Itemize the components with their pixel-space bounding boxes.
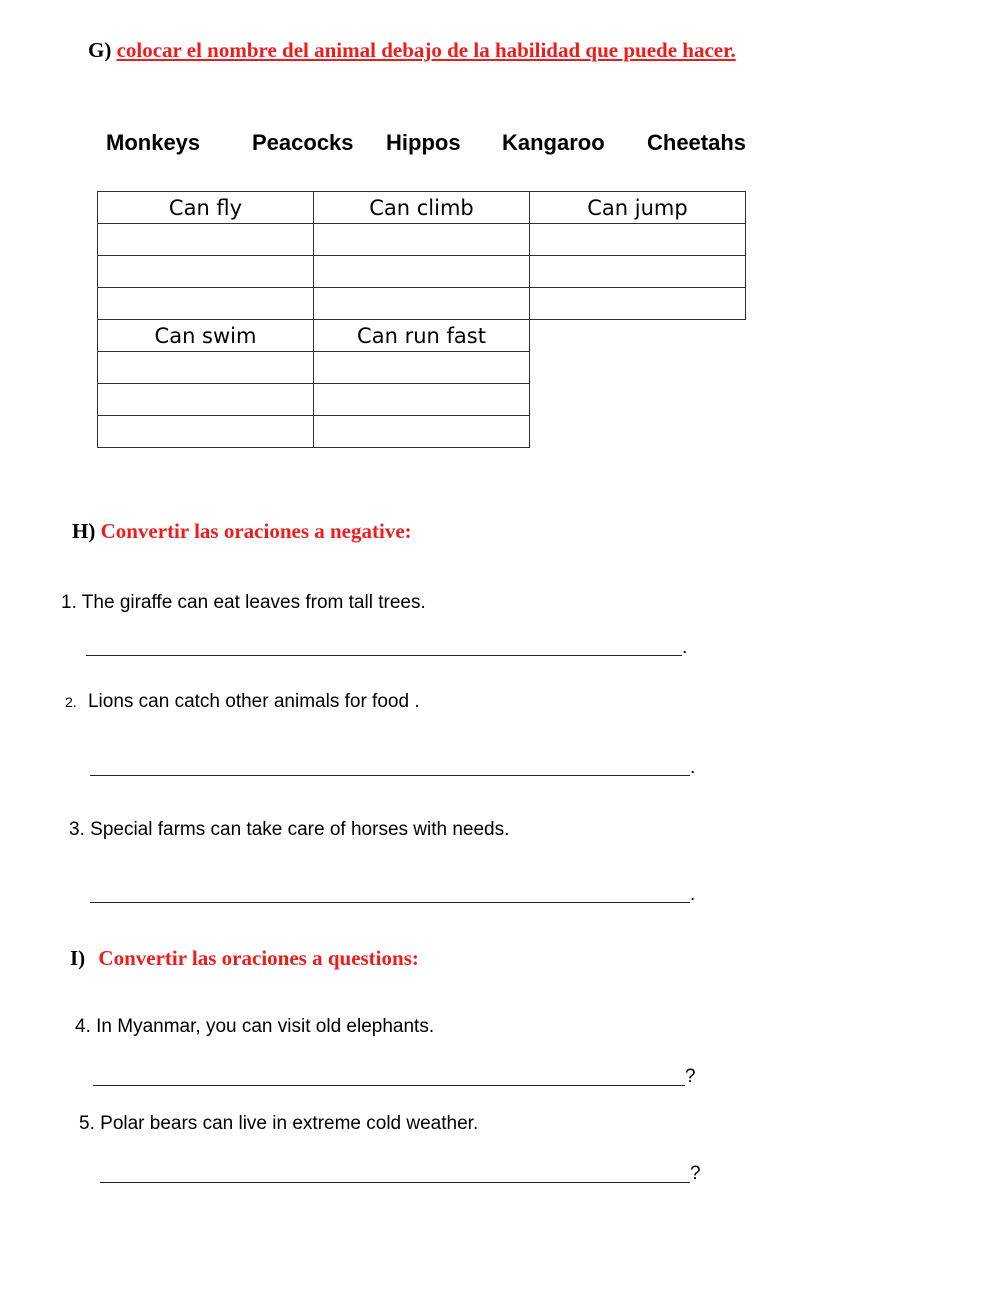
answer-3-end: . bbox=[690, 884, 696, 905]
answer-input[interactable] bbox=[533, 225, 742, 254]
question-3-text: Special farms can take care of horses with needs. bbox=[90, 819, 510, 840]
table-header-row-top bbox=[98, 192, 746, 224]
answer-input[interactable] bbox=[533, 289, 742, 318]
answer-input[interactable] bbox=[317, 385, 526, 414]
answer-cell-run-1[interactable] bbox=[314, 352, 530, 384]
header-can-fly: Can fly bbox=[98, 192, 314, 224]
answer-cell-climb-3[interactable] bbox=[314, 288, 530, 320]
table-row bbox=[98, 288, 746, 320]
answer-cell-run-2[interactable] bbox=[314, 384, 530, 416]
header-can-swim: Can swim bbox=[98, 320, 314, 352]
question-1 bbox=[61, 592, 426, 614]
answer-cell-jump-1[interactable] bbox=[530, 224, 746, 256]
question-2-number: 2. bbox=[65, 694, 77, 710]
section-i-label: I) bbox=[70, 946, 86, 970]
answer-cell-jump-3[interactable] bbox=[530, 288, 746, 320]
section-h-label: H) bbox=[72, 519, 96, 543]
answer-input[interactable] bbox=[317, 257, 526, 286]
question-4-number: 4. bbox=[75, 1016, 91, 1037]
section-h-heading bbox=[72, 519, 412, 544]
word-bank-item-monkeys[interactable]: Monkeys bbox=[106, 130, 201, 155]
question-4 bbox=[75, 1016, 434, 1038]
empty-cell bbox=[530, 320, 746, 352]
answer-4-end: ? bbox=[685, 1066, 696, 1087]
answer-input-4[interactable] bbox=[95, 1060, 685, 1088]
table-row bbox=[98, 416, 746, 448]
header-can-run-fast: Can run fast bbox=[314, 320, 530, 352]
answer-5-end: ? bbox=[690, 1163, 701, 1184]
question-1-number: 1. bbox=[61, 592, 77, 613]
section-i-instruction: Convertir las oraciones a questions: bbox=[98, 946, 419, 970]
word-bank-item-hippos[interactable]: Hippos bbox=[386, 130, 461, 155]
answer-cell-swim-2[interactable] bbox=[98, 384, 314, 416]
answer-input[interactable] bbox=[533, 257, 742, 286]
answer-cell-jump-2[interactable] bbox=[530, 256, 746, 288]
answer-cell-climb-1[interactable] bbox=[314, 224, 530, 256]
answer-input[interactable] bbox=[317, 225, 526, 254]
section-i-heading bbox=[70, 946, 419, 971]
answer-input-2[interactable] bbox=[92, 750, 690, 778]
question-2-text: Lions can catch other animals for food . bbox=[87, 691, 420, 712]
answer-input[interactable] bbox=[101, 417, 310, 446]
answer-1-end: . bbox=[682, 637, 688, 658]
question-3-number: 3. bbox=[69, 819, 85, 840]
answer-input[interactable] bbox=[101, 225, 310, 254]
answer-input-1[interactable] bbox=[88, 630, 682, 658]
question-2 bbox=[65, 691, 420, 713]
table-row bbox=[98, 224, 746, 256]
answer-input[interactable] bbox=[317, 289, 526, 318]
answer-2-end: . bbox=[690, 757, 696, 778]
question-4-text: In Myanmar, you can visit old elephants. bbox=[96, 1016, 435, 1037]
answer-cell-climb-2[interactable] bbox=[314, 256, 530, 288]
question-3 bbox=[69, 819, 509, 841]
answer-cell-fly-2[interactable] bbox=[98, 256, 314, 288]
section-g-heading bbox=[88, 38, 736, 63]
answer-input[interactable] bbox=[317, 353, 526, 382]
table-row bbox=[98, 384, 746, 416]
answer-cell-fly-3[interactable] bbox=[98, 288, 314, 320]
empty-cell bbox=[530, 416, 746, 448]
empty-cell bbox=[530, 384, 746, 416]
header-can-jump: Can jump bbox=[530, 192, 746, 224]
word-bank-item-peacocks[interactable]: Peacocks bbox=[252, 130, 354, 155]
header-can-climb: Can climb bbox=[314, 192, 530, 224]
table-header-row-bottom bbox=[98, 320, 746, 352]
answer-input[interactable] bbox=[101, 289, 310, 318]
empty-cell bbox=[530, 352, 746, 384]
answer-cell-swim-1[interactable] bbox=[98, 352, 314, 384]
answer-input[interactable] bbox=[101, 257, 310, 286]
section-h-instruction: Convertir las oraciones a negative: bbox=[100, 519, 412, 543]
question-5 bbox=[79, 1113, 478, 1135]
answer-input[interactable] bbox=[317, 417, 526, 446]
answer-input[interactable] bbox=[101, 385, 310, 414]
question-5-text: Polar bears can live in extreme cold weather. bbox=[100, 1113, 479, 1134]
word-bank-item-kangaroo[interactable]: Kangaroo bbox=[502, 130, 605, 155]
question-5-number: 5. bbox=[79, 1113, 95, 1134]
table-row bbox=[98, 352, 746, 384]
answer-input-3[interactable] bbox=[92, 877, 690, 905]
word-bank-item-cheetahs[interactable]: Cheetahs bbox=[647, 130, 747, 155]
section-g-instruction: colocar el nombre del animal debajo de la habilidad que puede hacer. bbox=[116, 38, 736, 62]
answer-cell-swim-3[interactable] bbox=[98, 416, 314, 448]
answer-input-5[interactable] bbox=[102, 1157, 690, 1185]
answer-cell-fly-1[interactable] bbox=[98, 224, 314, 256]
section-g-label: G) bbox=[88, 38, 112, 62]
answer-input[interactable] bbox=[101, 353, 310, 382]
abilities-table bbox=[97, 191, 746, 448]
question-1-text: The giraffe can eat leaves from tall trees. bbox=[81, 592, 426, 613]
table-row bbox=[98, 256, 746, 288]
answer-cell-run-3[interactable] bbox=[314, 416, 530, 448]
